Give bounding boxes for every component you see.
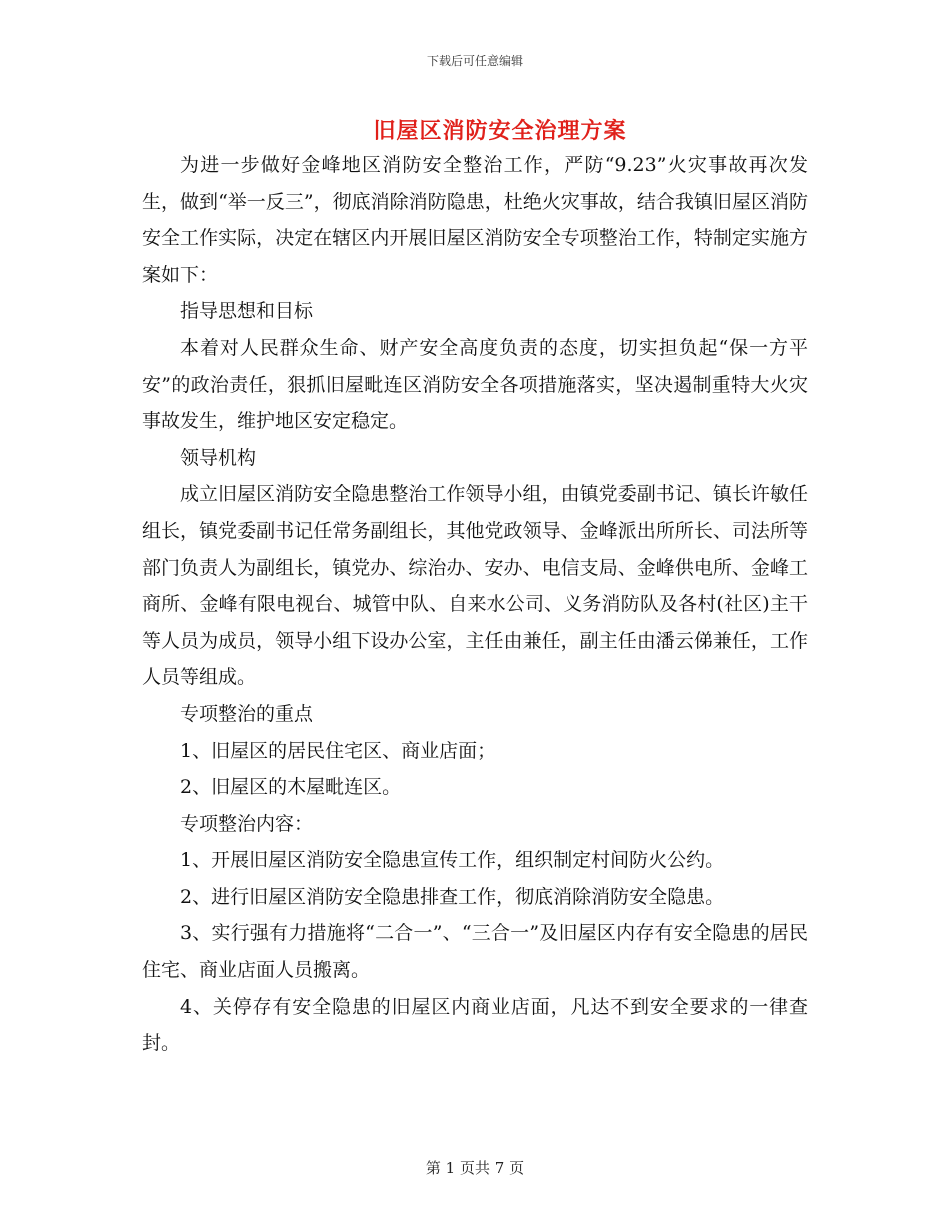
list-item-content-4: 4、关停存有安全隐患的旧屋区内商业店面，凡达不到安全要求的一律查封。 <box>142 995 808 1055</box>
section-heading-guiding-principle: 指导思想和目标 <box>180 300 314 323</box>
section-heading-leadership: 领导机构 <box>180 446 257 469</box>
list-item-key-area-2: 2、旧屋区的木屋毗连区。 <box>180 776 402 799</box>
list-item-content-1: 1、开展旧屋区消防安全隐患宣传工作，组织制定村间防火公约。 <box>180 849 725 872</box>
document-title: 旧屋区消防安全治理方案 <box>373 118 627 144</box>
paragraph-guiding-principle: 本着对人民群众生命、财产安全高度负责的态度，切实担负起“保一方平安”的政治责任，狠抓旧屋毗连区消防安全各项措施落实，坚决遏制重特大火灾事故发生，维护地区安定稳定。 <box>142 336 808 433</box>
paragraph-leadership: 成立旧屋区消防安全隐患整治工作领导小组，由镇党委副书记、镇长许敏任组长，镇党委副书记任常务副组长，其他党政领导、金峰派出所所长、司法所等部门负责人为副组长，镇党办、综治办、安办、电信支局、金峰供电所、金峰工商所、金峰有限电视台、城管中队、自来水公司、义务消防队及各村(社区)主干等人员为成员，领导小组下设办公室，主任由兼任，副主任由潘云俤兼任，工作人员等组成。 <box>142 483 808 689</box>
list-item-content-3: 3、实行强有力措施将“二合一”、“三合一”及旧屋区内存有安全隐患的居民住宅、商业店面人员搬离。 <box>142 922 808 982</box>
list-item-content-2: 2、进行旧屋区消防安全隐患排查工作，彻底消除消防安全隐患。 <box>180 885 725 908</box>
list-item-key-area-1: 1、旧屋区的居民住宅区、商业店面； <box>180 739 497 762</box>
page-number: 第 1 页共 7 页 <box>425 1159 525 1177</box>
section-heading-contents: 专项整治内容： <box>180 812 314 835</box>
section-heading-key-areas: 专项整治的重点 <box>180 702 314 725</box>
document-body <box>142 147 808 1062</box>
header-note: 下载后可任意编辑 <box>426 54 523 68</box>
paragraph-intro: 为进一步做好金峰地区消防安全整治工作，严防“9.23”火灾事故再次发生，做到“举一反三”，彻底消除消防隐患，杜绝火灾事故，结合我镇旧屋区消防安全工作实际，决定在辖区内开展旧屋区消防安全专项整治工作，特制定实施方案如下： <box>142 154 808 286</box>
